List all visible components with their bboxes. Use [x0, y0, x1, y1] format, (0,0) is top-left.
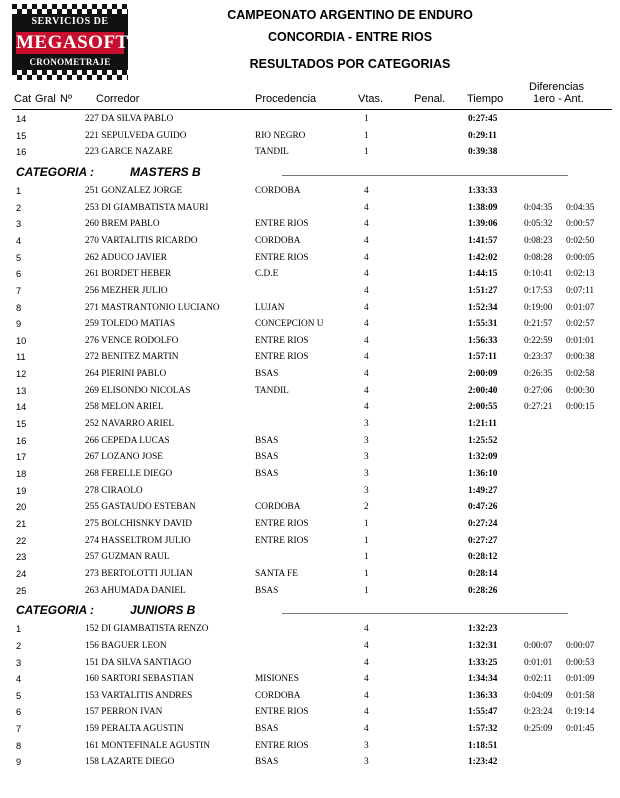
origin: ENTRE RIOS: [255, 335, 309, 346]
rider-number-name: 153 VARTALITIS ANDRES: [85, 690, 193, 701]
laps: 4: [364, 385, 369, 396]
time: 1:52:34: [468, 302, 498, 313]
time: 1:57:32: [468, 724, 498, 735]
cat-position: 16: [16, 435, 27, 446]
cat-position: 7: [16, 724, 22, 735]
rider-number-name: 261 BORDET HEBER: [85, 269, 172, 280]
category-divider: [282, 613, 568, 614]
diff-first: 0:25:09: [524, 724, 553, 735]
time: 0:47:26: [468, 502, 498, 513]
rider-number-name: 268 FERELLE DIEGO: [85, 469, 173, 479]
cat-position: 16: [16, 147, 27, 158]
laps: 3: [364, 452, 369, 463]
table-row: [0, 336, 620, 352]
time: 2:00:40: [468, 385, 498, 396]
laps: 4: [364, 269, 369, 280]
laps: 4: [364, 690, 369, 701]
diff-first: 0:22:59: [524, 335, 553, 346]
table-row: [0, 519, 620, 535]
rider-number-name: 156 BAGUER LEON: [85, 640, 167, 651]
laps: 1: [364, 535, 369, 546]
table-row: [0, 303, 620, 319]
diff-previous: 0:02:50: [566, 235, 595, 246]
rider-number-name: 159 PERALTA AGUSTIN: [85, 724, 184, 735]
time: 0:27:27: [468, 535, 498, 546]
championship-title: CAMPEONATO ARGENTINO DE ENDURO: [227, 8, 473, 22]
diff-first: 0:27:21: [524, 402, 553, 413]
rider-number-name: 269 ELISONDO NICOLAS: [85, 385, 191, 396]
diff-first: 0:10:41: [524, 269, 553, 280]
rider-number-name: 263 AHUMADA DANIEL: [85, 585, 186, 596]
origin: ENTRE RIOS: [255, 707, 309, 718]
diff-first: 0:00:07: [524, 640, 553, 651]
time: 1:32:23: [468, 624, 498, 635]
origin: SANTA FE: [255, 568, 298, 579]
cat-position: 11: [16, 352, 26, 363]
laps: 4: [364, 724, 369, 735]
table-row: [0, 203, 620, 219]
rider-number-name: 151 DA SILVA SANTIAGO: [85, 657, 192, 668]
rider-number-name: 258 MELON ARIEL: [85, 402, 164, 413]
laps: 4: [364, 185, 369, 196]
diff-first: 0:21:57: [524, 319, 553, 330]
cat-position: 4: [16, 235, 22, 246]
header-tiempo: Tiempo: [467, 93, 504, 105]
header-cat: Cat: [14, 93, 32, 105]
table-row: [0, 469, 620, 485]
rider-number-name: 223 GARCE NAZARE: [85, 147, 173, 158]
laps: 1: [364, 147, 369, 158]
table-row: [0, 253, 620, 269]
table-row: [0, 369, 620, 385]
rider-number-name: 158 LAZARTE DIEGO: [85, 757, 175, 768]
cat-position: 1: [16, 185, 22, 196]
time: 0:39:38: [468, 147, 498, 158]
header-penal: Penal.: [414, 93, 446, 105]
category-label: CATEGORIA :: [16, 164, 94, 179]
cat-position: 8: [16, 740, 22, 751]
cat-position: 23: [16, 552, 27, 563]
origin: ENTRE RIOS: [255, 518, 309, 529]
rider-number-name: 252 NAVARRO ARIEL: [85, 419, 175, 430]
cat-position: 5: [16, 690, 22, 701]
time: 1:25:52: [468, 435, 498, 446]
diff-first: 0:23:24: [524, 707, 553, 718]
laps: 4: [364, 402, 369, 413]
laps: 4: [364, 674, 369, 685]
diff-previous: 0:02:57: [566, 319, 595, 330]
category-name: MASTERS B: [130, 164, 201, 179]
diff-previous: 0:01:07: [566, 302, 595, 313]
diff-first: 0:04:09: [524, 690, 553, 701]
time: 0:28:14: [468, 568, 498, 579]
laps: 4: [364, 302, 369, 313]
diff-previous: 0:01:58: [566, 690, 595, 701]
origin: CORDOBA: [255, 235, 301, 246]
cat-position: 6: [16, 269, 22, 280]
cat-position: 25: [16, 585, 27, 596]
table-row: [0, 757, 620, 773]
origin: ENTRE RIOS: [255, 535, 309, 546]
time: 1:33:33: [468, 185, 498, 196]
laps: 3: [364, 419, 369, 430]
laps: 3: [364, 757, 369, 768]
cat-position: 3: [16, 219, 22, 230]
table-row: [0, 319, 620, 335]
cat-position: 15: [16, 130, 27, 141]
rider-number-name: 266 CEPEDA LUCAS: [85, 435, 170, 446]
laps: 4: [364, 335, 369, 346]
time: 0:28:26: [468, 585, 498, 596]
time: 1:32:09: [468, 452, 498, 463]
time: 1:39:06: [468, 219, 498, 230]
table-row: [0, 586, 620, 602]
origin: ENTRE RIOS: [255, 740, 309, 751]
diff-previous: 0:00:57: [566, 219, 595, 230]
origin: C.D.E: [255, 269, 279, 280]
cat-position: 2: [16, 202, 22, 213]
diff-first: 0:08:23: [524, 235, 553, 246]
diff-first: 0:27:06: [524, 385, 553, 396]
rider-number-name: 152 DI GIAMBATISTA RENZO: [85, 624, 209, 635]
time: 1:38:09: [468, 202, 498, 213]
rider-number-name: 259 TOLEDO MATIAS: [85, 319, 176, 330]
time: 2:00:09: [468, 369, 498, 380]
cat-position: 9: [16, 319, 22, 330]
time: 1:21:11: [468, 419, 497, 430]
laps: 3: [364, 469, 369, 479]
rider-number-name: 160 SARTORI SEBASTIAN: [85, 674, 194, 685]
cat-position: 19: [16, 485, 27, 496]
laps: 4: [364, 319, 369, 330]
megasoft-logo: [12, 4, 128, 80]
diff-first: 0:26:35: [524, 369, 553, 380]
time: 1:34:34: [468, 674, 498, 685]
table-row: [0, 658, 620, 674]
origin: ENTRE RIOS: [255, 352, 309, 363]
origin: BSAS: [255, 724, 279, 735]
checkered-flag-bottom: [12, 70, 128, 80]
diff-previous: 0:00:05: [566, 252, 595, 263]
laps: 3: [364, 435, 369, 446]
diff-previous: 0:02:13: [566, 269, 595, 280]
results-title: RESULTADOS POR CATEGORIAS: [249, 57, 451, 71]
time: 0:27:45: [468, 114, 498, 124]
origin: BSAS: [255, 469, 279, 479]
cat-position: 6: [16, 707, 22, 718]
header-num: Nº: [60, 93, 72, 105]
table-row: [0, 502, 620, 518]
time: 1:44:15: [468, 269, 498, 280]
table-row: [0, 724, 620, 740]
logo-line-1: SERVICIOS DE: [31, 16, 109, 27]
diff-previous: 0:00:07: [566, 640, 595, 651]
rider-number-name: 157 PERRON IVAN: [85, 707, 163, 718]
rider-number-name: 256 MEZHER JULIO: [85, 285, 168, 296]
laps: 4: [364, 252, 369, 263]
logo-line-3: CRONOMETRAJE: [29, 57, 111, 67]
laps: 4: [364, 657, 369, 668]
table-row: [0, 486, 620, 502]
time: 0:28:12: [468, 552, 498, 563]
rider-number-name: 270 VARTALITIS RICARDO: [85, 235, 198, 246]
origin: CORDOBA: [255, 502, 301, 513]
time: 1:32:31: [468, 640, 498, 651]
rider-number-name: 271 MASTRANTONIO LUCIANO: [85, 302, 220, 313]
cat-position: 9: [16, 757, 22, 768]
cat-position: 15: [16, 419, 27, 430]
rider-number-name: 253 DI GIAMBATISTA MAURI: [85, 202, 209, 213]
diff-first: 0:19:00: [524, 302, 553, 313]
origin: BSAS: [255, 452, 279, 463]
cat-position: 22: [16, 535, 27, 546]
origin: RIO NEGRO: [255, 130, 306, 141]
diff-previous: 0:02:58: [566, 369, 595, 380]
laps: 1: [364, 114, 369, 124]
header-divider: [12, 109, 612, 110]
laps: 3: [364, 485, 369, 496]
diff-first: 0:01:01: [524, 657, 553, 668]
origin: CORDOBA: [255, 185, 301, 196]
cat-position: 5: [16, 252, 22, 263]
cat-position: 20: [16, 502, 27, 513]
cat-position: 10: [16, 335, 27, 346]
table-row: [0, 674, 620, 690]
table-row: [0, 419, 620, 435]
cat-position: 12: [16, 369, 27, 380]
cat-position: 4: [16, 674, 22, 685]
time: 1:36:33: [468, 690, 498, 701]
cat-position: 3: [16, 657, 22, 668]
time: 1:51:27: [468, 285, 498, 296]
laps: 4: [364, 640, 369, 651]
diff-previous: 0:07:11: [566, 285, 595, 296]
time: 1:55:31: [468, 319, 498, 330]
cat-position: 14: [16, 402, 27, 413]
rider-number-name: 267 LOZANO JOSE: [85, 452, 163, 463]
laps: 1: [364, 552, 369, 563]
time: 2:00:55: [468, 402, 498, 413]
header-vtas: Vtas.: [358, 93, 384, 105]
table-row: [0, 691, 620, 707]
origin: MISIONES: [255, 674, 299, 685]
diff-first: 0:23:37: [524, 352, 553, 363]
diff-previous: 0:04:35: [566, 202, 595, 213]
header-diferencias: Diferencias: [529, 81, 585, 93]
origin: ENTRE RIOS: [255, 252, 309, 263]
laps: 4: [364, 235, 369, 246]
origin: TANDIL: [255, 147, 289, 158]
table-row: [0, 286, 620, 302]
rider-number-name: 251 GONZALEZ JORGE: [85, 185, 183, 196]
origin: BSAS: [255, 435, 279, 446]
cat-position: 18: [16, 469, 27, 479]
table-row: [0, 236, 620, 252]
laps: 2: [364, 502, 369, 513]
time: 0:27:24: [468, 518, 498, 529]
diff-previous: 0:01:09: [566, 674, 595, 685]
rider-number-name: 264 PIERINI PABLO: [85, 369, 167, 380]
table-row: [0, 269, 620, 285]
header-diferencias-sub: 1ero - Ant.: [533, 93, 584, 105]
time: 1:18:51: [468, 740, 498, 751]
header-gral: Gral: [35, 93, 56, 105]
diff-previous: 0:19:14: [566, 707, 595, 718]
origin: CORDOBA: [255, 690, 301, 701]
table-row: [0, 219, 620, 235]
origin: CONCEPCION U: [255, 319, 324, 330]
rider-number-name: 278 CIRAOLO: [85, 485, 143, 496]
laps: 4: [364, 369, 369, 380]
rider-number-name: 161 MONTEFINALE AGUSTIN: [85, 740, 210, 751]
laps: 1: [364, 585, 369, 596]
laps: 1: [364, 518, 369, 529]
table-row: [0, 436, 620, 452]
venue-title: CONCORDIA - ENTRE RIOS: [267, 30, 433, 44]
diff-previous: 0:00:30: [566, 385, 595, 396]
time: 0:29:11: [468, 130, 497, 141]
table-row: [0, 536, 620, 552]
cat-position: 8: [16, 302, 22, 313]
origin: LUJAN: [255, 302, 285, 313]
table-row: [0, 707, 620, 723]
cat-position: 24: [16, 568, 27, 579]
diff-previous: 0:00:38: [566, 352, 595, 363]
table-row: [0, 452, 620, 468]
table-row: [0, 186, 620, 202]
cat-position: 13: [16, 385, 27, 396]
category-name: JUNIORS B: [130, 603, 196, 618]
table-row: [0, 147, 620, 163]
laps: 4: [364, 707, 369, 718]
laps: 4: [364, 624, 369, 635]
table-row: [0, 352, 620, 368]
rider-number-name: 274 HASSELTROM JULIO: [85, 535, 191, 546]
time: 1:42:02: [468, 252, 498, 263]
table-row: [0, 569, 620, 585]
cat-position: 2: [16, 640, 22, 651]
rider-number-name: 275 BOLCHISNKY DAVID: [85, 518, 192, 529]
diff-first: 0:02:11: [524, 674, 553, 685]
laps: 4: [364, 285, 369, 296]
time: 1:36:10: [468, 469, 498, 479]
diff-first: 0:17:53: [524, 285, 553, 296]
time: 1:55:47: [468, 707, 498, 718]
time: 1:56:33: [468, 335, 498, 346]
rider-number-name: 276 VENCE RODOLFO: [85, 335, 179, 346]
diff-previous: 0:00:15: [566, 402, 595, 413]
diff-first: 0:04:35: [524, 202, 553, 213]
table-row: [0, 131, 620, 147]
checkered-flag-top: [12, 4, 128, 14]
header-procedencia: Procedencia: [255, 93, 317, 105]
rider-number-name: 255 GASTAUDO ESTEBAN: [85, 502, 196, 513]
rider-number-name: 221 SEPULVEDA GUIDO: [85, 130, 187, 141]
origin: ENTRE RIOS: [255, 219, 309, 230]
diff-previous: 0:00:53: [566, 657, 595, 668]
cat-position: 17: [16, 452, 27, 463]
diff-first: 0:08:28: [524, 252, 553, 263]
cat-position: 1: [16, 624, 22, 635]
laps: 1: [364, 130, 369, 141]
laps: 4: [364, 352, 369, 363]
rider-number-name: 257 GUZMAN RAUL: [85, 552, 170, 563]
table-row: [0, 402, 620, 418]
category-divider: [282, 175, 568, 176]
diff-previous: 0:01:01: [566, 335, 595, 346]
laps: 3: [364, 740, 369, 751]
time: 1:41:57: [468, 235, 498, 246]
rider-number-name: 227 DA SILVA PABLO: [85, 114, 174, 124]
rider-number-name: 262 ADUCO JAVIER: [85, 252, 167, 263]
logo-brand: MEGASOFT: [16, 32, 129, 53]
table-row: [0, 386, 620, 402]
time: 1:49:27: [468, 485, 498, 496]
origin: BSAS: [255, 757, 279, 768]
laps: 1: [364, 568, 369, 579]
rider-number-name: 260 BREM PABLO: [85, 219, 160, 230]
time: 1:33:25: [468, 657, 498, 668]
diff-previous: 0:01:45: [566, 724, 595, 735]
header-corredor: Corredor: [96, 93, 140, 105]
origin: TANDIL: [255, 385, 289, 396]
time: 1:57:11: [468, 352, 497, 363]
time: 1:23:42: [468, 757, 498, 768]
cat-position: 14: [16, 114, 27, 124]
table-row: [0, 114, 620, 130]
rider-number-name: 272 BENITEZ MARTIN: [85, 352, 179, 363]
rider-number-name: 273 BERTOLOTTI JULIAN: [85, 568, 193, 579]
origin: BSAS: [255, 585, 279, 596]
table-row: [0, 624, 620, 640]
laps: 4: [364, 219, 369, 230]
table-row: [0, 552, 620, 568]
table-row: [0, 741, 620, 757]
table-row: [0, 641, 620, 657]
origin: BSAS: [255, 369, 279, 380]
category-label: CATEGORIA :: [16, 603, 94, 618]
cat-position: 7: [16, 285, 22, 296]
diff-first: 0:05:32: [524, 219, 553, 230]
cat-position: 21: [16, 518, 27, 529]
laps: 4: [364, 202, 369, 213]
